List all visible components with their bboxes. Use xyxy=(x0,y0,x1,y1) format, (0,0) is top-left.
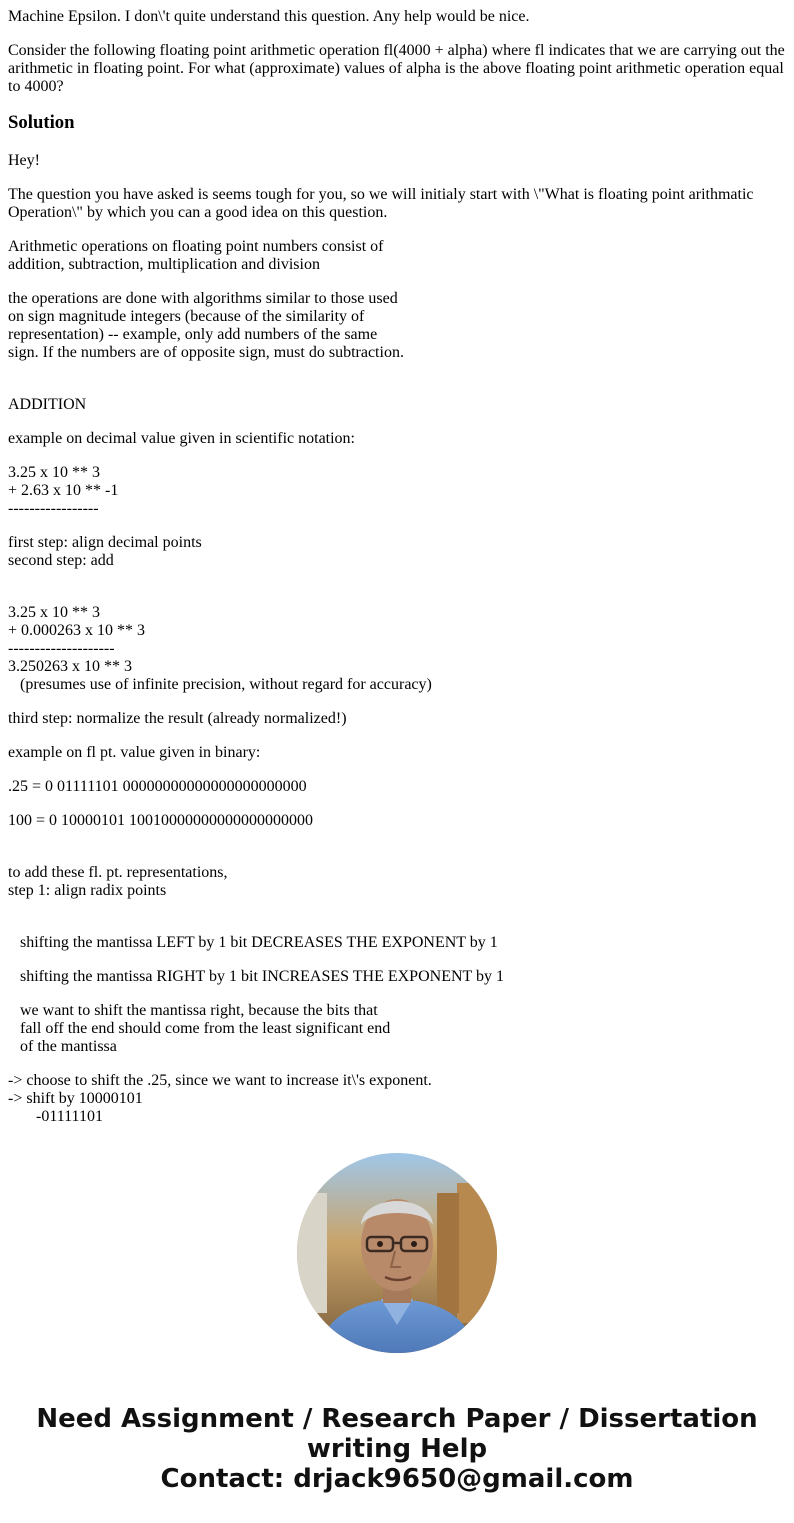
ad-line-1: Need Assignment / Research Paper / Dissertation xyxy=(36,1404,758,1434)
steps-paragraph xyxy=(8,534,788,570)
text-line: on sign magnitude integers (because of the similarity of xyxy=(8,308,365,325)
text-line: + 2.63 x 10 ** -1 xyxy=(8,482,119,499)
text-line: ----------------- xyxy=(8,500,99,517)
sum-example-1 xyxy=(8,464,788,518)
text-line: + 0.000263 x 10 ** 3 xyxy=(8,622,146,639)
example-decimal: example on decimal value given in scientific notation: xyxy=(8,430,355,447)
addition-heading: ADDITION xyxy=(8,396,87,413)
intro-paragraph: The question you have asked is seems tough for you, so we will initialy start with \"What is floating point arithmatic Operation\" by which you can a good idea on this question. xyxy=(8,186,754,221)
text-line: 3.25 x 10 ** 3 xyxy=(8,464,100,481)
question-title: Machine Epsilon. I don\'t quite understand this question. Any help would be nice. xyxy=(8,8,530,25)
sum-example-2 xyxy=(8,604,788,694)
algorithms-paragraph xyxy=(8,290,788,362)
text-line: to add these fl. pt. representations, xyxy=(8,864,228,881)
binary-100: 100 = 0 10000101 10010000000000000000000 xyxy=(8,812,314,829)
text-line: Arithmetic operations on floating point numbers consist of xyxy=(8,238,384,255)
text-line: 3.250263 x 10 ** 3 xyxy=(8,658,132,675)
text-line: -------------------- xyxy=(8,640,115,657)
text-line: of the mantissa xyxy=(20,1038,117,1055)
answer-content xyxy=(8,8,788,1122)
text-line: representation) -- example, only add numbers of the same xyxy=(8,326,378,343)
text-line: -> shift by 10000101 xyxy=(8,1090,143,1107)
help-advertisement xyxy=(0,1404,794,1494)
text-line: (presumes use of infinite precision, without regard for accuracy) xyxy=(20,676,432,693)
text-line: first step: align decimal points xyxy=(8,534,202,551)
text-line: step 1: align radix points xyxy=(8,882,167,899)
ad-contact: Contact: drjack9650@gmail.com xyxy=(160,1464,634,1494)
text-line: -> choose to shift the .25, since we want to increase it\'s exponent. xyxy=(8,1072,432,1089)
text-line: we want to shift the mantissa right, because the bits that xyxy=(20,1002,378,1019)
portrait-image xyxy=(297,1153,497,1353)
text-line: second step: add xyxy=(8,552,114,569)
shift-reason xyxy=(8,1002,788,1056)
example-binary: example on fl pt. value given in binary: xyxy=(8,744,261,761)
shift-left-rule: shifting the mantissa LEFT by 1 bit DECREASES THE EXPONENT by 1 xyxy=(20,934,498,951)
shift-choice xyxy=(8,1072,788,1122)
ad-line-2: writing Help xyxy=(306,1434,488,1464)
add-steps xyxy=(8,864,788,900)
author-photo xyxy=(297,1153,497,1353)
text-line: fall off the end should come from the least significant end xyxy=(20,1020,391,1037)
text-line: -01111101 xyxy=(36,1108,103,1122)
text-line: sign. If the numbers are of opposite sign, must do subtraction. xyxy=(8,344,404,361)
text-line: 3.25 x 10 ** 3 xyxy=(8,604,100,621)
text-line: addition, subtraction, multiplication and division xyxy=(8,256,320,273)
solution-heading: Solution xyxy=(8,112,75,133)
shift-right-rule: shifting the mantissa RIGHT by 1 bit INCREASES THE EXPONENT by 1 xyxy=(20,968,504,985)
text-line: the operations are done with algorithms similar to those used xyxy=(8,290,398,307)
binary-025: .25 = 0 01111101 00000000000000000000000 xyxy=(8,778,307,795)
operations-paragraph xyxy=(8,238,788,274)
question-body: Consider the following floating point arithmetic operation fl(4000 + alpha) where fl indicates that we are carrying out the arithmetic in floating point. For what (approximate) values of alpha is the above floating point arithmetic operation equal to 4000? xyxy=(8,42,785,95)
greeting: Hey! xyxy=(8,152,40,169)
step3: third step: normalize the result (already normalized!) xyxy=(8,710,347,727)
